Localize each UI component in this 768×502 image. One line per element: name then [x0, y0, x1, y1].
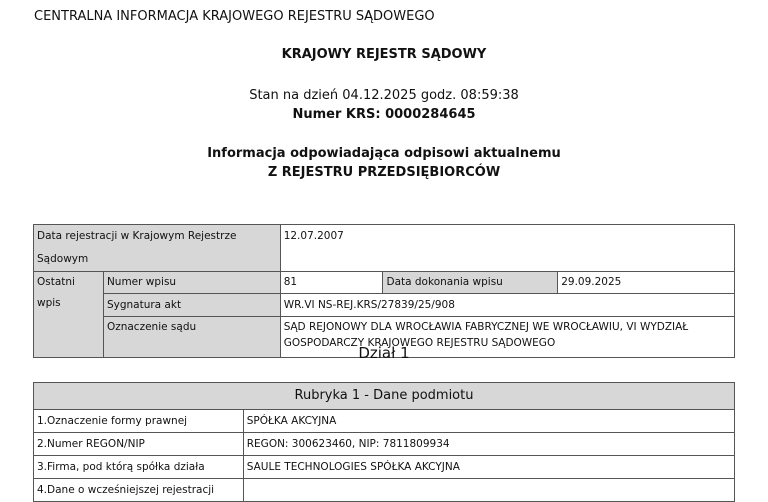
entry-no-value: 81	[280, 272, 383, 294]
last-entry-label: Ostatni wpis	[34, 272, 104, 358]
court-value: SĄD REJONOWY DLA WROCŁAWIA FABRYCZNEJ WE WROCŁAWIU, VI WYDZIAŁ GOSPODARCZY KRAJOWEGO REJESTRU SĄDOWEGO	[280, 317, 734, 358]
row-label: 3.Firma, pod którą spółka działa	[34, 456, 244, 479]
info-line-1: Informacja odpowiadająca odpisowi aktualnemu	[207, 146, 561, 161]
row-value	[243, 479, 734, 502]
entry-date-label: Data dokonania wpisu	[383, 272, 558, 294]
row-value: SPÓŁKA AKCYJNA	[243, 410, 734, 433]
registry-title: KRAJOWY REJESTR SĄDOWY	[281, 47, 487, 62]
signature-label: Sygnatura akt	[103, 294, 280, 317]
info-line-2: Z REJESTRU PRZEDSIĘBIORCÓW	[267, 165, 501, 180]
reg-date-value: 12.07.2007	[280, 225, 734, 272]
registration-table	[33, 224, 735, 358]
krs-number: Numer KRS: 0000284645	[292, 107, 476, 122]
rubric-table	[33, 382, 735, 502]
rubric-title: Rubryka 1 - Dane podmiotu	[34, 383, 735, 410]
row-value: SAULE TECHNOLOGIES SPÓŁKA AKCYJNA	[243, 456, 734, 479]
row-label: 2.Numer REGON/NIP	[34, 433, 244, 456]
signature-value: WR.VI NS-REJ.KRS/27839/25/908	[280, 294, 734, 317]
row-value: REGON: 300623460, NIP: 7811809934	[243, 433, 734, 456]
table-row	[34, 456, 735, 479]
reg-date-label: Data rejestracji w Krajowym Rejestrze Sądowym	[34, 225, 281, 272]
row-label: 1.Oznaczenie formy prawnej	[34, 410, 244, 433]
state-as-of: Stan na dzień 04.12.2025 godz. 08:59:38	[249, 88, 519, 103]
section-title: Dział 1	[358, 344, 410, 362]
table-row	[34, 433, 735, 456]
table-row	[34, 410, 735, 433]
entry-no-label: Numer wpisu	[103, 272, 280, 294]
table-row	[34, 479, 735, 502]
document-header-title: CENTRALNA INFORMACJA KRAJOWEGO REJESTRU SĄDOWEGO	[34, 9, 435, 24]
row-label: 4.Dane o wcześniejszej rejestracji	[34, 479, 244, 502]
court-label: Oznaczenie sądu	[103, 317, 280, 358]
entry-date-value: 29.09.2025	[558, 272, 735, 294]
